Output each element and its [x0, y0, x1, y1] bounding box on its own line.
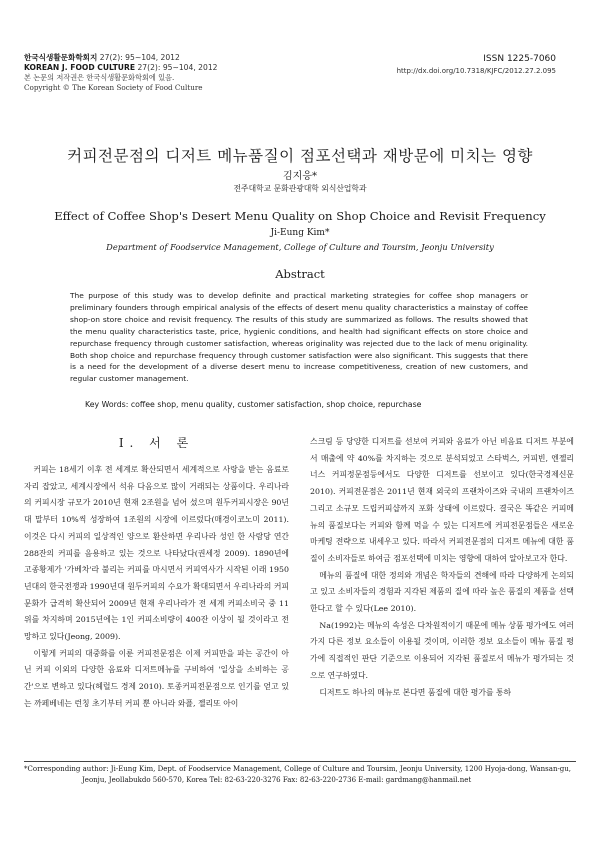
- footnote-line-2: Jeonju, Jeollabukdo 560-570, Korea Tel: 82-63-220-3276 Fax: 82-63-220-2736 E-mail: gardmang@hanmail.net: [82, 776, 472, 784]
- paragraph: 커피는 18세기 이후 전 세계로 확산되면서 세계적으로 사랑을 받는 음료로 자리 잡았고, 세계시장에서 석유 다음으로 많이 거래되는 상품이다. 우리나라의 커피시장 규모가 2010년 현재 2조원을 넘어 섰으며 원두커피시장은 90년대 말부터 10%씩 성장하여 1조원의 시장에 이르렀다(매경이코노미 2011). 이것은 다시 커피의 일상적인 양으로 환산하면 우리나라 성인 한 사람당 연간 288잔의 커피를 음용하고 있는 것으로 나타났다(권세정 2009). 1890년에 고종황제가 '가베차'라 불리는 커피를 마시면서 커피역사가 시작된 이래 1950년대의 한국전쟁과 1990년대 원두커피의 수요가 확대되면서 우리나라의 커피문화가 급격히 확산되어 2009년 현재 우리나라가 전 세계 커피소비국 중 11위를 차지하며 2015년에는 1인 커피소비량이 400잔 이상이 될 것이라고 전망하고 있다(Jeong, 2009).: [24, 465, 289, 642]
- footnote-line-1: *Corresponding author: Ji-Eung Kim, Dept. of Foodservice Management, College of Culture and Toursim, Jeonju University, 1200 Hyoja-dong, Wansan-gu,: [24, 765, 572, 773]
- affiliation-english: Department of Foodservice Management, College of Culture and Toursim, Jeonju University: [106, 242, 494, 252]
- right-column: [310, 434, 574, 701]
- copyright-ko: 본 논문의 저작권은 한국식생활문화학회에 있음.: [24, 73, 175, 82]
- journal-en-pages: 27(2): 95~104, 2012: [137, 63, 218, 72]
- paragraph: 디저트도 하나의 메뉴로 본다면 품질에 대한 평가를 통하: [319, 687, 512, 697]
- footnote-divider: [24, 761, 576, 762]
- author-korean: 김지응*: [283, 171, 317, 182]
- corresponding-author-footnote: [24, 764, 576, 786]
- journal-header: [24, 53, 354, 93]
- copyright-en: Copyright © The Korean Society of Food Culture: [24, 83, 203, 92]
- title-korean: 커피전문점의 디저트 메뉴품질이 점포선택과 재방문에 미치는 영향: [67, 147, 533, 165]
- keywords-line: [85, 400, 525, 409]
- paragraph: 스크림 등 당양한 디저트를 선보여 커피와 음료가 아닌 비음료 디저트 부분에서 매출에 약 40%를 차지하는 것으로 분석되었고 스타벅스, 커피빈, 엔젤리너스 커피정문점등에서도 다양한 디저트를 선보이고 있다(한국경제신문 2010). 커피전문점은 2011년 현재 외국의 프랜차이즈와 국내의 프랜차이즈 그리고 소규모 드립커피샵까지 포화 상태에 이르렀다. 결국은 똑같은 커피메뉴의 품질보다는 커피와 함께 먹을 수 있는 디저트에 커피전문점들은 새로운 마케팅 전략으로 내세우고 있다. 따라서 커피전문점의 디저트 메뉴에 대한 품질이 소비자들로 하여금 점포선택에 미치는 영향에 대하여 알아보고자 한다.: [310, 437, 574, 563]
- keywords-label: Key Words:: [85, 400, 129, 409]
- journal-ko-name: 한국식생활문화학회지: [24, 53, 98, 62]
- paragraph: 이렇게 커피의 대중화를 이룬 커피전문점은 이제 커피만을 파는 공간이 아닌 커피 이외의 다양한 음료와 디저트메뉴를 구비하여 '일상을 소비하는 공간'으로 변하고 있다(헤럴드 경제 2010). 토종커피전문점으로 인기를 얻고 있는 까페베네는 런칭 초기부터 커피 뿐 아니라 와플, 젤리또 아이: [24, 648, 289, 708]
- abstract-body: The purpose of this study was to develop definite and practical marketing strategies for coffee shop managers or preliminary founders through empirical analysis of the effects of desert menu quality characteristics a mainstay of coffee shop-on store choice and revisit frequency. The results of this study are summarized as follows. The results showed that the menu quality characteristics taste, price, hygienic conditions, and health had significant effects on store choice and repurchase frequency through customer satisfaction, whereas originality was rejected due to the lack of menu originality. Both shop choice and repurchase frequency through customer satisfaction were also significant. This suggests that there is a need for the development of a diverse desert menu to increase competitiveness, creation of new customers, and regular customer management.: [70, 291, 528, 384]
- journal-en-line: [24, 63, 354, 73]
- paragraph: Na(1992)는 메뉴의 속성은 다차원적이기 때문에 메뉴 상품 평가에도 여러 가지 다른 정보 요소들이 이용될 것이며, 이러한 정보 요소들이 메뉴 품질 평가에 직접적인 판단 기준으로 이용되어 지각된 품질로서 메뉴가 평가되는 것으로 연구하였다.: [310, 620, 574, 680]
- issn: ISSN 1225-7060: [483, 54, 556, 64]
- title-english: Effect of Coffee Shop's Desert Menu Quality on Shop Choice and Revisit Frequency: [54, 209, 546, 223]
- keywords-value: coffee shop, menu quality, customer satisfaction, shop choice, repurchase: [130, 400, 422, 409]
- issn-block: [397, 53, 556, 77]
- abstract-heading: Abstract: [275, 267, 325, 281]
- doi-link[interactable]: http://dx.doi.org/10.7318/KJFC/2012.27.2.095: [396, 67, 556, 75]
- author-english: Ji-Eung Kim*: [270, 228, 330, 238]
- paragraph: 메뉴의 품질에 대한 정의와 개념은 학자들의 견해에 따라 다양하게 논의되고 있고 소비자들의 경험과 지각된 제품의 질에 따라 높은 품질의 제품을 선택한다고 할 수 있다(Lee 2010).: [310, 570, 574, 614]
- journal-ko-pages: 27(2): 95~104, 2012: [99, 53, 180, 62]
- journal-en-name: KOREAN J. FOOD CULTURE: [24, 63, 136, 72]
- left-column: [24, 462, 289, 713]
- journal-ko-line: [24, 53, 354, 63]
- section-heading-introduction: I. 서 론: [118, 436, 195, 450]
- affiliation-korean: 전주대학교 문화관광대학 외식산업학과: [233, 184, 367, 193]
